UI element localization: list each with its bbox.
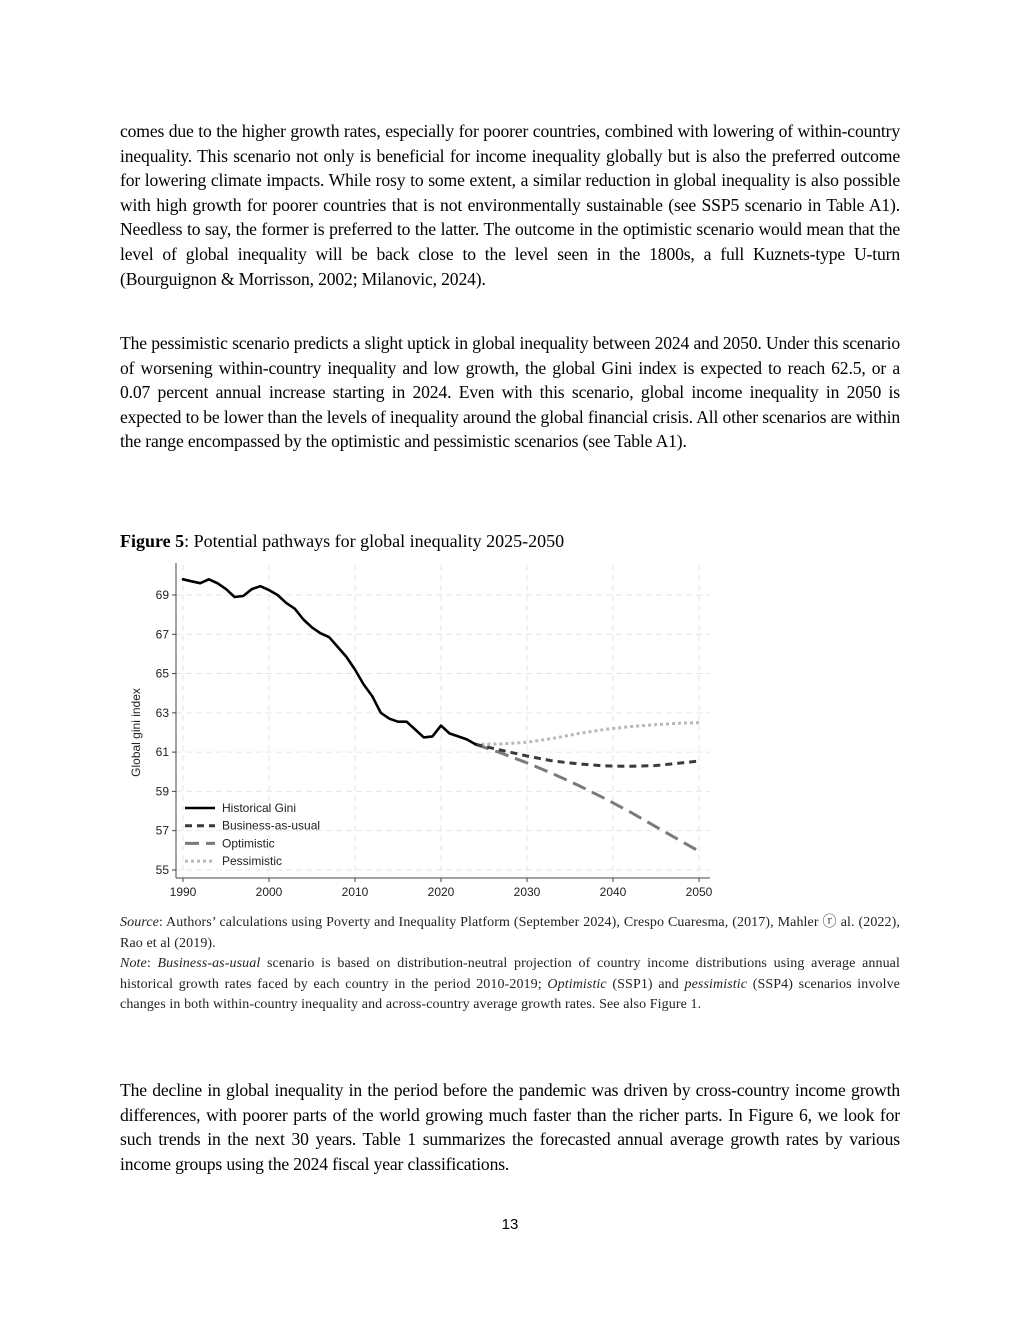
page-number: 13 (501, 1216, 519, 1233)
note-text: (SSP1) and (606, 976, 685, 992)
legend-label: Optimistic (222, 836, 275, 851)
note-text: scenario is based on distribution-neutral projection of country income distributions using average annual historical growth rates faced by each country in the period 2010-2019; (120, 956, 900, 992)
note: Note: Business-as-usual scenario is based on distribution-neutral projection of country income distributions using average annual historical growth rates faced by each country in the period 2010-2019; Optimistic (SSP1) and pessimistic (SSP4) scenarios involve changes in both within-country inequality and across-country average growth rates. See also Figure 1. (120, 956, 900, 1012)
y-tick-label: 57 (155, 823, 169, 838)
legend-label: Pessimistic (222, 854, 283, 869)
y-tick-label: 69 (155, 588, 169, 602)
line-chart (118, 560, 718, 905)
note-term-bau: Business-as-usual (157, 956, 261, 971)
y-axis-label: Global gini index (129, 688, 143, 777)
body-paragraph-2: The pessimistic scenario predicts a slight uptick in global inequality between 2024 and 2050. Under this scenario of worsening within-country inequality and low growth, the global Gini index is expected to reach 62.5, or a 0.07 percent annual increase starting in 2024. Even with this scenario, global income inequality in 2050 is expected to be lower than the levels of inequality around the global financial crisis. All other scenarios are within the range encompassed by the optimistic and pessimistic scenarios (see Table A1). (120, 333, 900, 452)
legend-label: Historical Gini (222, 801, 297, 815)
figure-notes (120, 913, 900, 1016)
x-tick-label: 2040 (599, 885, 627, 899)
figure-label: Figure 5 (120, 531, 185, 551)
x-tick-label: 2000 (255, 885, 283, 899)
source-label: Source (120, 915, 159, 930)
chart-canvas (118, 560, 718, 905)
y-tick-label: 63 (155, 705, 169, 720)
figure-title (120, 531, 564, 552)
source-note (120, 915, 900, 951)
x-tick-label: 2020 (427, 885, 455, 899)
y-tick-label: 61 (155, 745, 169, 760)
x-tick-label: 1990 (169, 885, 197, 899)
source-text: : Authors’ calculations using Poverty and Inequality Platform (September 2024), Crespo Cuaresma, (2017), Mahler ⓡ al. (2022), Rao et al (2019). (120, 915, 900, 951)
y-tick-label: 67 (155, 627, 169, 642)
body-paragraph-3: The decline in global inequality in the period before the pandemic was driven by cross-country income growth differences, with poorer parts of the world growing much faster than the richer parts. In Figure 6, we look for such trends in the next 30 years. Table 1 summarizes the forecasted annual average growth rates by various income groups using the 2024 fiscal year classifications. (120, 1080, 900, 1174)
y-tick-label: 55 (155, 862, 169, 877)
note-term-optimistic: Optimistic (547, 976, 607, 992)
y-tick-label: 65 (155, 666, 169, 681)
x-tick-label: 2050 (685, 885, 713, 899)
legend-label: Business-as-usual (222, 818, 321, 833)
note-text: (SSP4) scenarios involve changes in both within-country inequality and across-country average growth rates. See also Figure 1. (120, 976, 900, 1012)
y-tick-label: 59 (155, 784, 169, 799)
note-term-pessimistic: pessimistic (684, 976, 748, 992)
note-label: Note (120, 956, 147, 971)
x-tick-label: 2030 (513, 885, 541, 899)
figure-caption: : Potential pathways for global inequality 2025-2050 (184, 531, 565, 551)
x-tick-label: 2010 (341, 885, 369, 899)
body-paragraph-1: comes due to the higher growth rates, especially for poorer countries, combined with lowering of within-country inequality. This scenario not only is beneficial for income inequality globally but is also the preferred outcome for lowering climate impacts. While rosy to some extent, a similar reduction in global inequality is also possible with high growth for poorer countries that is not environmentally sustainable (see SSP5 scenario in Table A1). Needless to say, the former is preferred to the latter. The outcome in the optimistic scenario would mean that the level of global inequality will be back close to the level seen in the 1800s, a full Kuznets-type U-turn (Bourguignon & Morrisson, 2002; Milanovic, 2024). (120, 121, 900, 289)
